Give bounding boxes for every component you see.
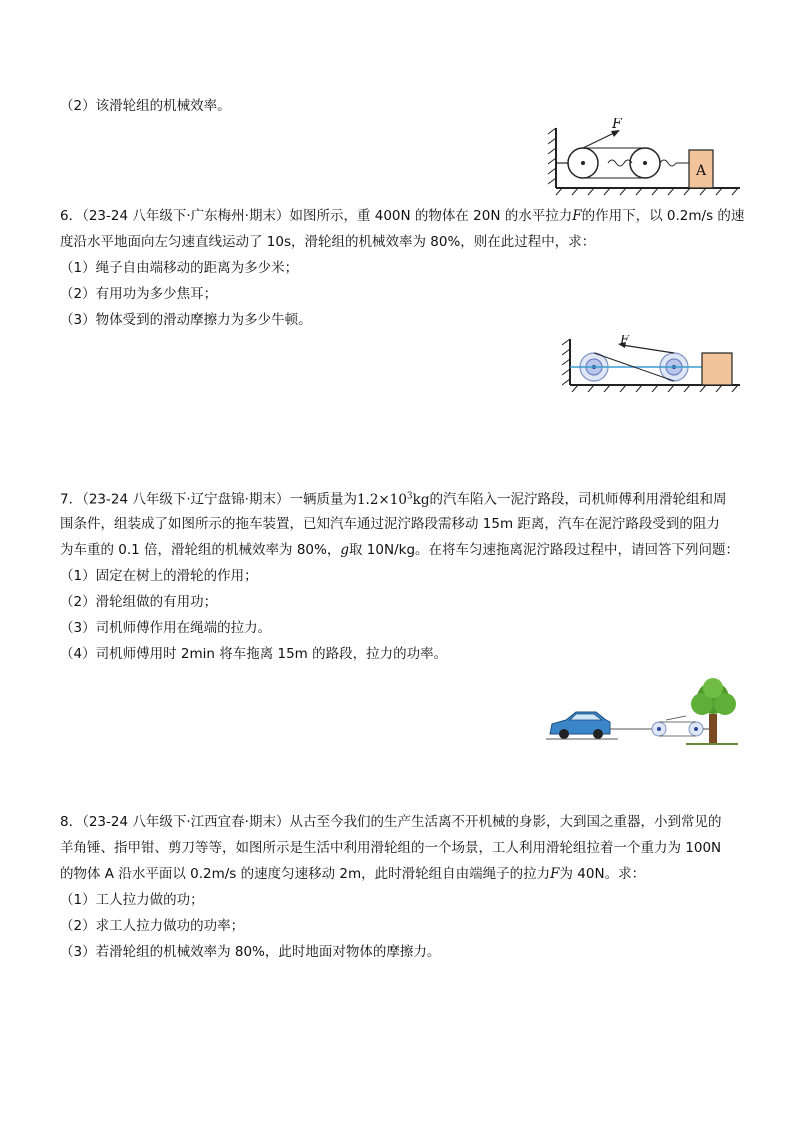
q7-sub4: （4）司机师傅用时 2min 将车拖离 15m 的路段，拉力的功率。 (60, 646, 448, 662)
q8-line1: 8．（23-24 八年级下·江西宜春·期末）从古至今我们的生产生活离不开机械的身影，大到国之重器，小到常见的 (60, 814, 722, 830)
q8-sub1: （1）工人拉力做的功； (60, 892, 204, 908)
q6-line1: 6．（23-24 八年级下·广东梅州·期末）如图所示，重 400N 的物体在 20N 的水平拉力F的作用下，以 0.2m/s 的速 (60, 208, 745, 224)
q8-line2: 羊角锤、指甲钳、剪刀等等，如图所示是生活中利用滑轮组的一个场景，工人利用滑轮组拉着一个重力为 100N (60, 840, 722, 856)
q5-force-label: F (612, 118, 622, 132)
q8-line3: 的物体 A 沿水平面以 0.2m/s 的速度匀速移动 2m，此时滑轮组自由端绳子的拉力F为 40N。求： (60, 866, 646, 882)
q8-sub2: （2）求工人拉力做功的功率； (60, 918, 245, 934)
q6-pulley-figure (562, 335, 742, 393)
q7-sub2: （2）滑轮组做的有用功； (60, 594, 218, 610)
q6-sub3: （3）物体受到的滑动摩擦力为多少牛顿。 (60, 312, 312, 328)
q7-line1: 7．（23-24 八年级下·辽宁盘锦·期末）一辆质量为$1.2\times 10^3kg$的汽车陷入一泥泞路段，司机师傅利用滑轮组和周 (60, 491, 727, 508)
q6-sub2: （2）有用功为多少焦耳； (60, 286, 218, 302)
q7-line2: 围条件，组装成了如图所示的拖车装置，已知汽车通过泥泞路段需移动 15m 距离，汽车在泥泞路段受到的阻力 (60, 516, 720, 532)
q7-car-tow-figure (546, 676, 746, 746)
q6-line2: 度沿水平地面向左匀速直线运动了 10s，滑轮组的机械效率为 80%，则在此过程中，求： (60, 234, 596, 250)
q5-sub2: （2）该滑轮组的机械效率。 (60, 98, 231, 114)
q5-pulley-figure (548, 118, 743, 196)
q8-sub3: （3）若滑轮组的机械效率为 80%，此时地面对物体的摩擦力。 (60, 944, 441, 960)
q7-sub3: （3）司机师傅作用在绳端的拉力。 (60, 620, 272, 636)
q7-sub1: （1）固定在树上的滑轮的作用； (60, 568, 258, 584)
q7-line3: 为车重的 0.1 倍，滑轮组的机械效率为 80%，g取 10N/kg。在将车匀速拖离泥泞路段过程中，请回答下列问题： (60, 542, 740, 558)
q6-force-label: F (620, 335, 630, 348)
q5-block-label: A (696, 163, 707, 179)
q6-sub1: （1）绳子自由端移动的距离为多少米； (60, 260, 299, 276)
